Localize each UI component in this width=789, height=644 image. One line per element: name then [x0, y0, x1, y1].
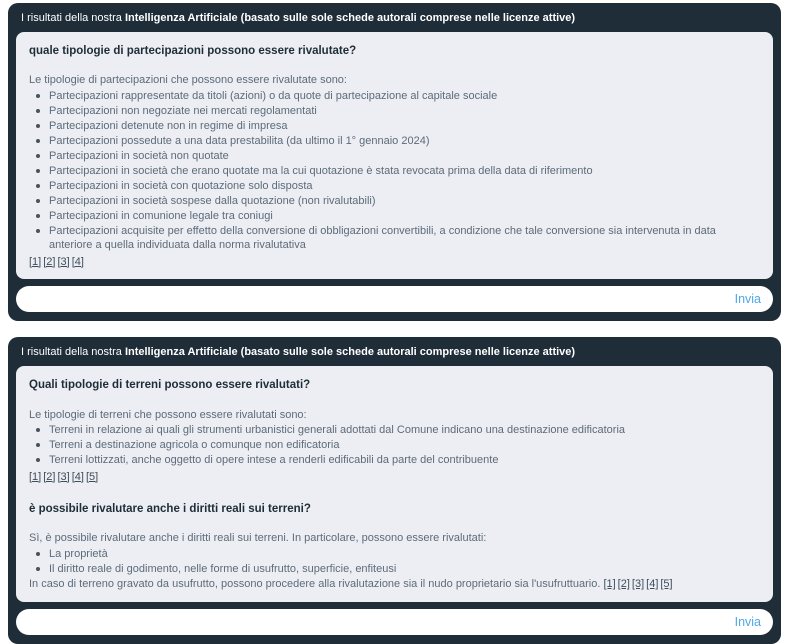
bullet-item: Partecipazioni acquisite per effetto della conversione di obbligazioni convertibili, a condizione che tale conversione sia intervenuta in data anteriore a quella individuata dalla norma rivalutativa	[29, 224, 760, 253]
citation-link[interactable]: [2]	[617, 578, 630, 591]
input-bar	[16, 286, 773, 312]
bullet-item: Terreni in relazione ai quali gli strumenti urbanistici generali adottati dal Comune indicano una destinazione edificatoria	[29, 423, 760, 438]
bullet-item: Partecipazioni in società con quotazione solo disposta	[29, 179, 760, 194]
answer-outro	[29, 577, 760, 592]
qa-block	[29, 44, 760, 269]
question-input[interactable]	[29, 615, 735, 629]
input-bar	[16, 609, 773, 635]
ai-results-panel	[8, 337, 781, 643]
bullet-item: Partecipazioni rappresentate da titoli (azioni) o da quote di partecipazione al capitale sociale	[29, 89, 760, 104]
bullet-item: Partecipazioni in società sospese dalla quotazione (non rivalutabili)	[29, 194, 760, 209]
bullet-item: Partecipazioni non negoziate nei mercati regolamentati	[29, 104, 760, 119]
bullet-item: La proprietà	[29, 547, 760, 562]
citation-link[interactable]: [5]	[660, 578, 673, 591]
answer-intro: Le tipologie di terreni che possono essere rivalutati sono:	[29, 408, 307, 421]
answer-card	[16, 366, 773, 601]
send-button[interactable]: Invia	[734, 614, 761, 629]
bullet-item: Partecipazioni in comunione legale tra coniugi	[29, 209, 760, 224]
citation-link[interactable]: [3]	[57, 470, 70, 483]
citation-link[interactable]: [1]	[603, 578, 616, 591]
answer-outro-text: In caso di terreno gravato da usufrutto, possono procedere alla rivalutazione sia il nudo proprietario sia l'usufruttuario.	[29, 578, 601, 591]
question-text: è possibile rivalutare anche i diritti reali sui terreni?	[29, 503, 311, 516]
citation-link[interactable]: [1]	[29, 470, 42, 483]
question-text: quale tipologie di partecipazioni possono essere rivalutate?	[29, 45, 357, 57]
citation-link[interactable]: [2]	[43, 255, 56, 268]
qa-block	[29, 502, 760, 592]
bullet-item: Terreni lottizzati, anche oggetto di opere intese a renderli edificabili da parte del contribuente	[29, 453, 760, 468]
citations-row	[29, 255, 760, 270]
citation-link[interactable]: [5]	[85, 470, 99, 483]
citation-link[interactable]: [3]	[57, 255, 70, 268]
bullet-item: Il diritto reale di godimento, nelle forme di usufrutto, superficie, enfiteusi	[29, 562, 760, 577]
bullet-item: Partecipazioni in società che erano quotate ma la cui quotazione è stata revocata prima della data di riferimento	[29, 164, 760, 179]
citation-link[interactable]: [2]	[43, 470, 56, 483]
answer-intro: Sì, è possibile rivalutare anche i diritti reali sui terreni. In particolare, possono essere rivalutati:	[29, 532, 487, 545]
header-prefix: I risultati della nostra	[21, 346, 125, 359]
bullet-list	[29, 423, 760, 468]
send-button[interactable]: Invia	[734, 292, 761, 307]
citation-link[interactable]: [3]	[631, 578, 645, 591]
qa-block	[29, 378, 760, 484]
bullet-item: Terreni a destinazione agricola o comunque non edificatoria	[29, 438, 760, 453]
citation-link[interactable]: [1]	[29, 255, 42, 268]
ai-results-panel	[8, 3, 781, 321]
header-bold-text: Intelligenza Artificiale (basato sulle sole schede autorali comprese nelle licenze attive)	[124, 346, 576, 359]
header-prefix: I risultati della nostra	[21, 12, 125, 24]
bullet-list	[29, 547, 760, 577]
question-text: Quali tipologie di terreni possono essere rivalutati?	[29, 379, 311, 392]
bullet-item: Partecipazioni in società non quotate	[29, 149, 760, 164]
bullet-list	[29, 89, 760, 253]
answer-card	[16, 32, 773, 279]
panel-header	[8, 337, 781, 366]
bullet-item: Partecipazioni detenute non in regime di impresa	[29, 119, 760, 134]
bullet-item: Partecipazioni possedute a una data prestabilita (da ultimo il 1° gennaio 2024)	[29, 134, 760, 149]
citation-link[interactable]: [4]	[71, 255, 84, 268]
inline-citations	[603, 578, 674, 590]
citation-link[interactable]: [4]	[71, 470, 84, 483]
citation-link[interactable]: [4]	[646, 578, 659, 591]
citations-row	[29, 470, 760, 485]
header-bold-text: Intelligenza Artificiale (basato sulle sole schede autorali comprese nelle licenze attive)	[124, 12, 576, 24]
answer-intro: Le tipologie di partecipazioni che possono essere rivalutate sono:	[29, 74, 347, 87]
question-input[interactable]	[29, 292, 735, 306]
panel-header	[8, 3, 781, 32]
